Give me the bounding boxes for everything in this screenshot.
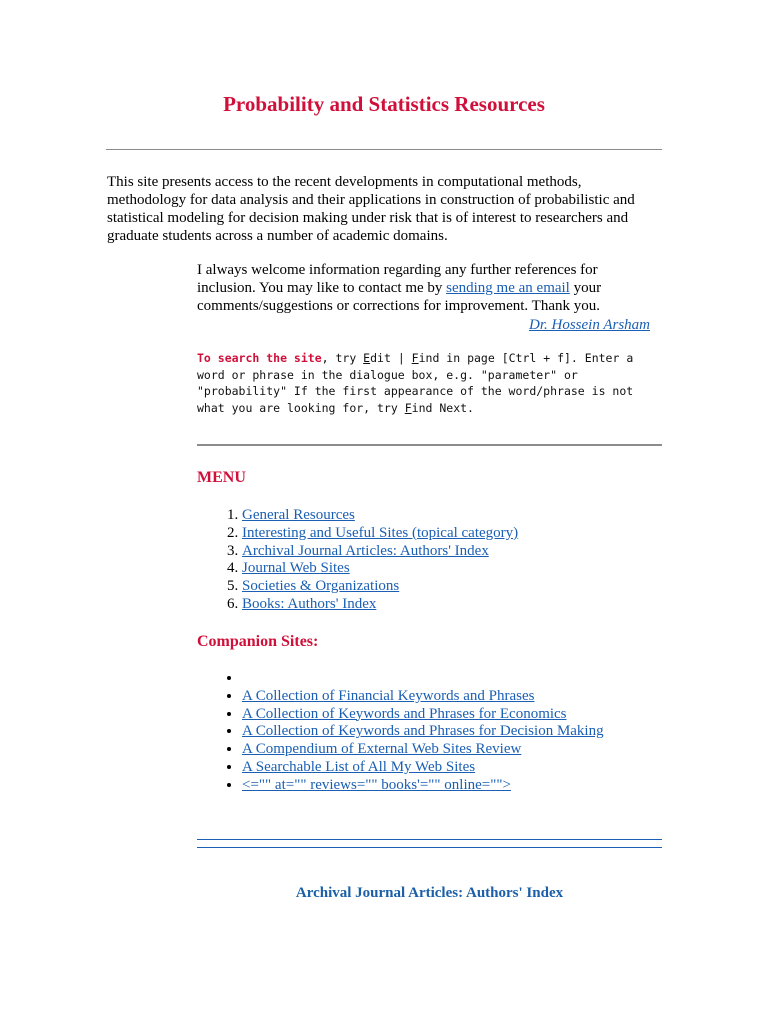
menu-link-general-resources[interactable]: General Resources [242, 507, 355, 523]
menu-item [242, 560, 518, 578]
contact-text-after: your comments/suggestions or corrections for improvement. Thank you. [197, 280, 602, 314]
search-tip-separator: | [390, 351, 412, 365]
menu-item [242, 596, 518, 614]
section-divider-bottom [197, 847, 662, 848]
find-next-accel-key: F [404, 400, 412, 415]
search-tip [197, 350, 667, 416]
menu-item [242, 525, 518, 543]
menu-heading: MENU [197, 469, 246, 486]
menu-link-archival-articles[interactable]: Archival Journal Articles: Authors' Index [242, 542, 489, 559]
menu-link-interesting-sites[interactable]: Interesting and Useful Sites (topical category) [242, 524, 519, 541]
companion-link-broken[interactable]: <="" at="" reviews="" books'="" online=""> [242, 776, 511, 793]
contact-paragraph [197, 261, 637, 315]
search-tip-text: , try [321, 351, 364, 365]
list-item [242, 670, 604, 688]
author-link[interactable]: Dr. Hossein Arsham [529, 317, 650, 333]
companion-link-economics-keywords[interactable]: A Collection of Keywords and Phrases for Economics [242, 705, 567, 722]
email-link[interactable]: sending me an email [446, 280, 570, 296]
intro-paragraph: This site presents access to the recent developments in computational methods, methodology for data analysis and their applications in construction of probabilistic and statistical modeling for decision making under risk that is of interest to researchers and graduate students across a number of academic domains. [107, 174, 635, 244]
page-title: Probability and Statistics Resources [223, 92, 545, 116]
list-item [242, 706, 604, 724]
contact-text-before: I always welcome information regarding any further references for inclusion. You may like to contact me by [197, 262, 598, 296]
top-divider [106, 149, 662, 150]
companion-sites-list [197, 670, 604, 795]
menu-link-journal-web-sites[interactable]: Journal Web Sites [242, 560, 350, 577]
list-item [242, 777, 604, 795]
search-tip-lead: To search the site [197, 351, 322, 365]
menu-link-societies[interactable]: Societies & Organizations [242, 578, 400, 595]
section-divider-top [197, 839, 662, 840]
author-signature [197, 316, 650, 334]
menu-link-books-index[interactable]: Books: Authors' Index [242, 595, 377, 612]
companion-link-searchable-list[interactable]: A Searchable List of All My Web Sites [242, 758, 476, 775]
companion-link-decision-keywords[interactable]: A Collection of Keywords and Phrases for Decision Making [242, 723, 604, 740]
companion-sites-heading: Companion Sites: [197, 633, 319, 650]
list-item [242, 723, 604, 741]
find-accel-key: F [411, 351, 419, 365]
search-tip-end: . [467, 400, 474, 415]
find-instructions-text: ind in page [Ctrl + f]. Enter a word or phrase in the dialogue box, e.g. "parameter" or "probability" If the first appearance of the word/phrase is not what you are looking for, try [197, 351, 634, 415]
section-heading: Archival Journal Articles: Authors' Index [295, 885, 564, 901]
list-item [242, 688, 604, 706]
edit-accel-key: E [363, 351, 371, 365]
edit-menu-text: dit [370, 351, 391, 365]
menu-item [242, 507, 518, 525]
menu-divider [197, 444, 662, 446]
find-next-text: ind Next [411, 400, 468, 415]
menu-item [242, 578, 518, 596]
companion-link-web-sites-review[interactable]: A Compendium of External Web Sites Review [242, 741, 522, 758]
companion-link-financial-keywords[interactable]: A Collection of Financial Keywords and Phrases [242, 687, 535, 704]
list-item [242, 759, 604, 777]
list-item [242, 741, 604, 759]
menu-list [197, 507, 518, 614]
menu-item [242, 543, 518, 561]
